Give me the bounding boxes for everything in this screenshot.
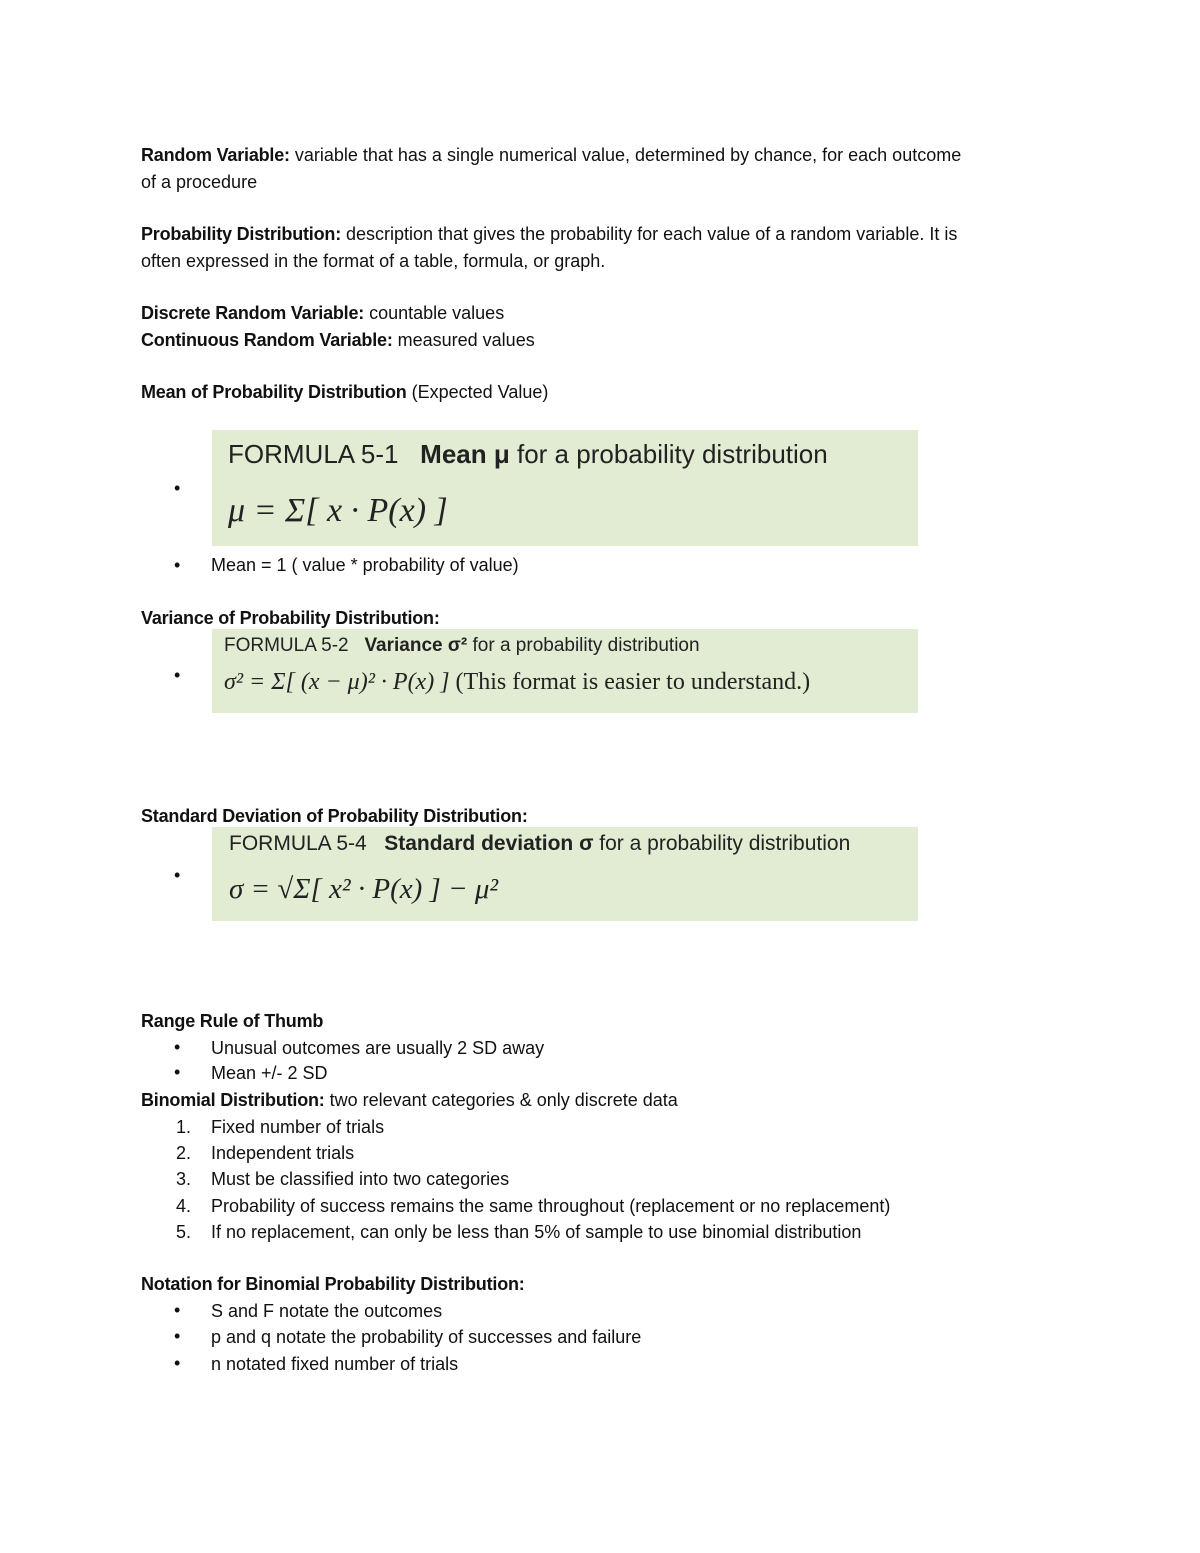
notation-item: n notated fixed number of trials: [211, 1354, 459, 1374]
formula-5-1-header: [228, 439, 828, 470]
formula-5-2-label: FORMULA 5-2: [224, 635, 349, 656]
mean-heading: [141, 379, 548, 406]
binomial-list-item: If no replacement, can only be less than 5% of sample to use binomial distribution: [211, 1222, 862, 1242]
continuous-text: measured values: [392, 330, 535, 350]
notation-item: p and q notate the probability of successes and failure: [211, 1327, 642, 1347]
range-rule-heading: Range Rule of Thumb: [141, 1011, 324, 1031]
formula-5-1-box: [212, 430, 918, 546]
formula-5-2-comment: (This format is easier to understand.): [455, 669, 811, 695]
binomial-list-number: 3.: [176, 1169, 192, 1189]
binomial-list-number: 4.: [176, 1196, 192, 1216]
binomial-list-item: Independent trials: [211, 1143, 355, 1163]
discrete-text: countable values: [364, 303, 505, 323]
mean-heading-suffix: (Expected Value): [406, 382, 549, 402]
probability-distribution-text-cont: often expressed in the format of a table, formula, or graph.: [141, 251, 606, 271]
formula-5-1-title-bold: Mean μ: [420, 439, 510, 469]
discrete-random-variable: [141, 300, 504, 327]
formula-5-2-title-rest: for a probability distribution: [467, 635, 700, 656]
bullet-icon: •: [174, 1062, 181, 1082]
sd-heading: Standard Deviation of Probability Distribution:: [141, 806, 528, 826]
range-rule-item: Mean +/- 2 SD: [211, 1063, 328, 1083]
continuous-random-variable: [141, 327, 535, 354]
range-rule-item: Unusual outcomes are usually 2 SD away: [211, 1038, 545, 1058]
notation-item: S and F notate the outcomes: [211, 1301, 443, 1321]
formula-5-1-equation: μ = Σ[ x · P(x) ]: [228, 492, 448, 529]
binomial-list-number: 1.: [176, 1117, 192, 1137]
binomial-definition: [141, 1087, 678, 1114]
variance-heading: Variance of Probability Distribution:: [141, 608, 440, 628]
formula-5-2-title-bold: Variance σ²: [364, 635, 468, 656]
formula-5-2-box: [212, 629, 918, 713]
bullet-icon: •: [174, 1300, 181, 1320]
bullet-icon: •: [174, 555, 181, 575]
random-variable-definition: [141, 142, 961, 169]
binomial-list-item: Fixed number of trials: [211, 1117, 385, 1137]
random-variable-text-cont: of a procedure: [141, 172, 258, 192]
formula-5-4-header: [229, 832, 850, 856]
binomial-term: Binomial Distribution:: [141, 1090, 325, 1110]
bullet-icon: •: [174, 1353, 181, 1373]
bullet-icon: •: [174, 478, 181, 498]
discrete-term: Discrete Random Variable:: [141, 303, 365, 323]
formula-5-1-title-rest: for a probability distribution: [509, 439, 828, 469]
formula-5-4-box: [212, 827, 918, 921]
formula-5-2-header: [224, 635, 700, 657]
formula-5-1-label: FORMULA 5-1: [228, 439, 399, 469]
binomial-list-number: 2.: [176, 1143, 192, 1163]
probability-distribution-definition: [141, 221, 957, 248]
probability-distribution-text: description that gives the probability for each value of a random variable. It is: [341, 224, 958, 244]
bullet-icon: •: [174, 865, 181, 885]
binomial-list-item: Probability of success remains the same throughout (replacement or no replacement): [211, 1196, 891, 1216]
bullet-icon: •: [174, 1326, 181, 1346]
random-variable-text: variable that has a single numerical value, determined by chance, for each outcome: [289, 145, 962, 165]
probability-distribution-term: Probability Distribution:: [141, 224, 341, 244]
mean-note: Mean = 1 ( value * probability of value): [211, 555, 519, 575]
formula-5-4-equation: σ = √Σ[ x² · P(x) ] − μ²: [229, 873, 499, 905]
formula-5-4-label: FORMULA 5-4: [229, 832, 367, 855]
bullet-icon: •: [174, 1037, 181, 1057]
notation-heading: Notation for Binomial Probability Distribution:: [141, 1274, 525, 1294]
binomial-list-number: 5.: [176, 1222, 192, 1242]
continuous-term: Continuous Random Variable:: [141, 330, 393, 350]
formula-5-2-equation-row: [224, 669, 810, 696]
mean-heading-term: Mean of Probability Distribution: [141, 382, 407, 402]
formula-5-2-equation: σ² = Σ[ (x − μ)² · P(x) ]: [224, 669, 450, 695]
formula-5-4-title-rest: for a probability distribution: [593, 832, 851, 855]
binomial-text: two relevant categories & only discrete data: [324, 1090, 678, 1110]
bullet-icon: •: [174, 665, 181, 685]
random-variable-term: Random Variable:: [141, 145, 290, 165]
binomial-list-item: Must be classified into two categories: [211, 1169, 510, 1189]
formula-5-4-title-bold: Standard deviation σ: [384, 832, 594, 855]
